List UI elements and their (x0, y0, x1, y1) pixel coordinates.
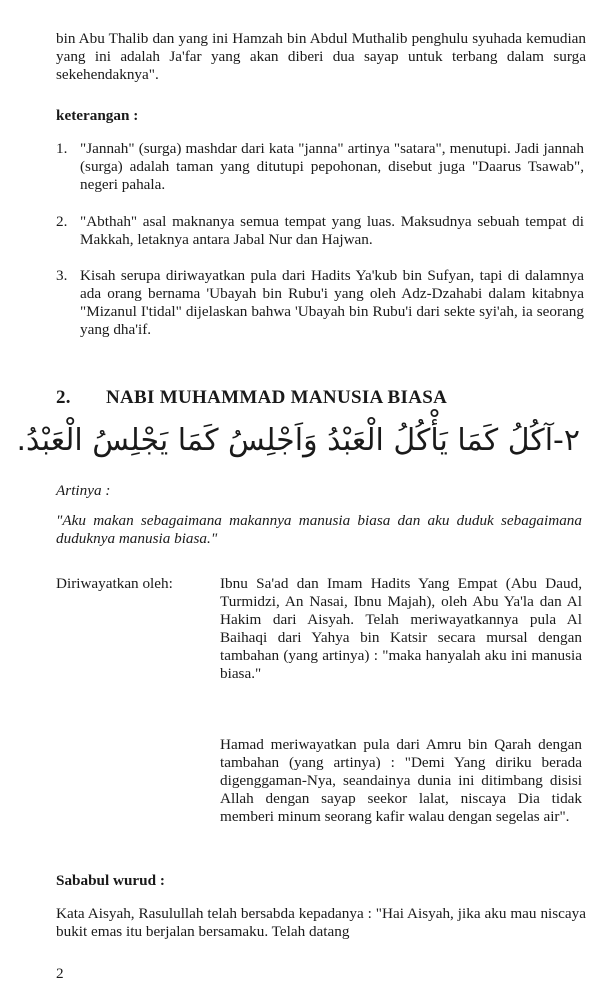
section-number: 2. (56, 387, 71, 408)
section-title (56, 387, 447, 409)
sababul-text: Kata Aisyah, Rasulullah telah bersabda kepadanya : "Hai Aisyah, jika aku mau niscaya bukit emas itu berjalan bersamaku. Telah datang (56, 905, 586, 940)
notes-heading: keterangan : (56, 107, 139, 124)
arabic-hadith-text: ٢-آكُلُ كَمَا يَأْكُلُ الْعَبْدُ وَاَجْلِسُ كَمَا يَجْلِسُ الْعَبْدُ. (16, 423, 580, 458)
translation-text: "Aku makan sebagaimana makannya manusia biasa dan aku duduk sebagaimana duduknya manusia biasa." (56, 512, 582, 547)
note-text: "Jannah" (surga) mashdar dari kata "janna" artinya "satara", menutupi. Jadi jannah (surga) adalah taman yang ditutupi pepohonan, disebut juga "Daarus Tsawab", negeri pahala. (80, 140, 584, 193)
narrated-text: Ibnu Sa'ad dan Imam Hadits Yang Empat (Abu Daud, Turmidzi, An Nasai, Ibnu Majah), oleh Abu Ya'la dan Al Hakim dari Aisyah. Telah meriwayatkannya pula Al Baihaqi dari Yahya bin Katsir secara mursal dengan tambahan (yang artinya) : "maka hanyalah aku ini manusia biasa." (220, 575, 582, 682)
note-number: 2. (56, 213, 68, 230)
note-number: 3. (56, 267, 68, 284)
artinya-label: Artinya : (56, 482, 111, 499)
narrated-text-addition: Hamad meriwayatkan pula dari Amru bin Qarah dengan tambahan (yang artinya) : "Demi Yang diriku berada digenggaman-Nya, seandainya dunia ini ditimbang disisi Allah dengan sayap seekor lalat, niscaya Dia tidak memberi minum seorang kafir walau dengan segelas air". (220, 736, 582, 825)
section-title-text: NABI MUHAMMAD MANUSIA BIASA (106, 387, 448, 408)
page-number: 2 (56, 965, 64, 982)
narrated-label: Diriwayatkan oleh: (56, 575, 173, 592)
intro-paragraph: bin Abu Thalib dan yang ini Hamzah bin Abdul Muthalib penghulu syuhada kemudian yang ini adalah Ja'far yang akan diberi dua sayap untuk terbang dalam surga sekehendaknya". (56, 30, 586, 83)
note-number: 1. (56, 140, 68, 157)
note-text: Kisah serupa diriwayatkan pula dari Hadits Ya'kub bin Sufyan, tapi di dalamnya ada orang bernama 'Ubayah bin Rubu'i yang oleh Adz-Dzahabi dalam kitabnya "Mizanul I'tidal" dijelaskan bahwa 'Ubayah bin Rubu'i dari sekte syi'ah, ia seorang yang dha'if. (80, 267, 584, 338)
sababul-heading: Sababul wurud : (56, 872, 165, 889)
note-text: "Abthah" asal maknanya semua tempat yang luas. Maksudnya sebuah tempat di Makkah, letaknya antara Jabal Nur dan Hajwan. (80, 213, 584, 248)
